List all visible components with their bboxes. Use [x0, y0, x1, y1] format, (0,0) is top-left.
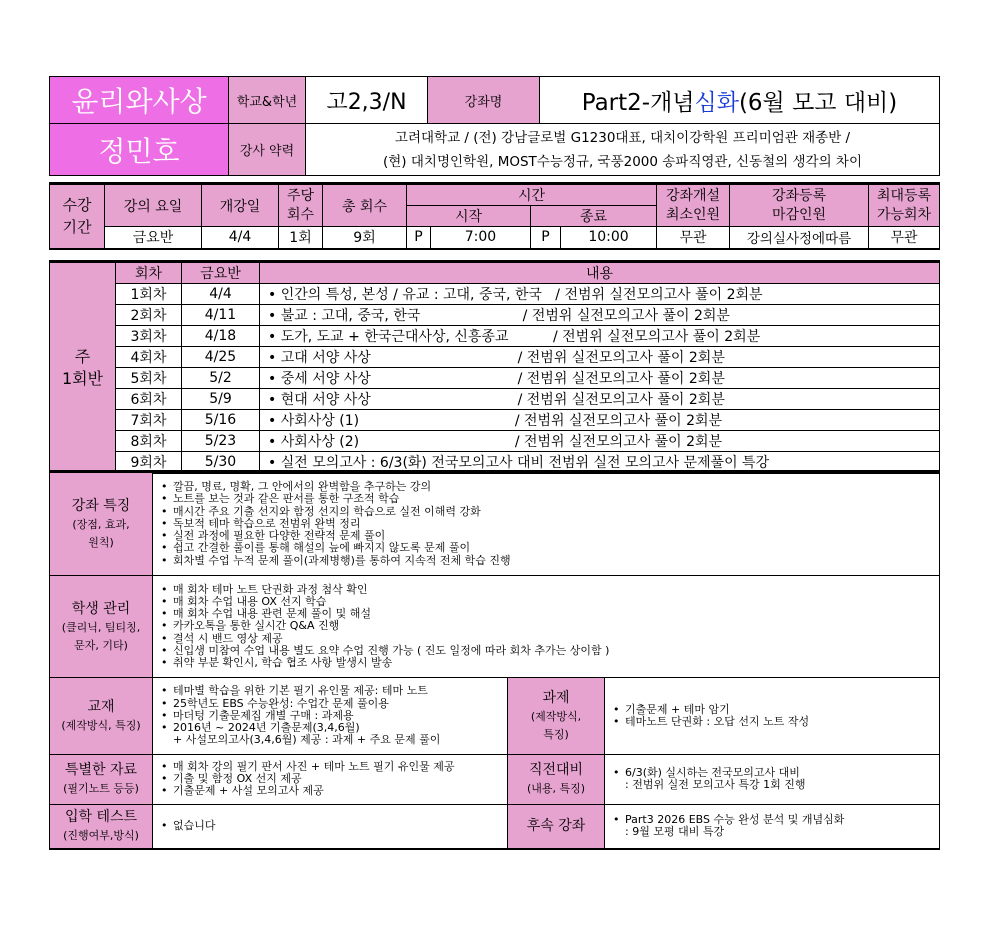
session-cell: 9회차	[116, 452, 182, 474]
list-item: • 취약 부분 확인시, 학습 협조 사항 발생시 발송	[161, 657, 931, 669]
list-item: • 매 회차 강의 필기 판서 사진 + 테마 노트 필기 유인물 제공	[161, 761, 499, 773]
table-row	[50, 284, 940, 305]
textbook-label-cell	[50, 678, 153, 755]
table-row	[50, 368, 940, 389]
special-label-cell	[50, 755, 153, 805]
session-cell: 1회차	[116, 284, 182, 305]
homework-label-cell	[508, 678, 605, 755]
start-time: 7:00	[431, 227, 531, 249]
course-suffix: (6월 모고 대비)	[738, 89, 898, 116]
min-students-header: 강좌개설 최소인원	[657, 184, 730, 227]
end-time: 10:00	[561, 227, 657, 249]
course-title	[540, 77, 940, 124]
period-label: 수강 기간	[50, 184, 105, 249]
management-list	[161, 584, 931, 669]
session-cell: 4회차	[116, 347, 182, 368]
career-label: 강사 약력	[229, 124, 306, 176]
homework-sublabel: (제작방식, 특징)	[530, 710, 582, 741]
homework-label: 과제	[542, 690, 570, 706]
content-cell: • 사회사상 (1) / 전범위 실전모의고사 풀이 2회분	[260, 410, 940, 431]
list-item-continued: : 전범위 실전 모의고사 특강 1회 진행	[625, 778, 806, 792]
management-label-cell	[50, 576, 153, 678]
list-item: • 쉽고 간결한 풀이를 통해 해설의 늪에 빠지지 않도록 문제 풀이	[161, 542, 931, 554]
list-item: • Part3 2026 EBS 수능 완성 분석 및 개념심화	[613, 814, 931, 826]
list-item: • 결석 시 밴드 영상 제공	[161, 633, 931, 645]
followup-label-cell	[508, 804, 605, 849]
day-header: 강의 요일	[105, 184, 202, 227]
entrance-sublabel: (진행여부,방식)	[63, 829, 139, 843]
career-line-2: (현) 대치명인학원, MOST수능정규, 국풍2000 송파직영관, 신동철의 생각의 차이	[383, 153, 862, 170]
features-list-cell	[153, 472, 940, 576]
session-cell: 7회차	[116, 410, 182, 431]
table-row	[50, 389, 940, 410]
career-text	[306, 124, 940, 176]
content-cell: • 실전 모의고사 : 6/3(화) 전국모의고사 대비 전범위 실전 모의고사 문제풀이 특강	[260, 452, 940, 474]
course-label: 강좌명	[428, 77, 540, 124]
weekly-plan-table	[49, 260, 940, 474]
textbook-list	[161, 685, 499, 746]
total-value: 9회	[323, 227, 407, 249]
content-cell: • 고대 서양 사상 / 전범위 실전모의고사 풀이 2회분	[260, 347, 940, 368]
date-cell: 5/16	[182, 410, 260, 431]
teacher-name: 정민호	[50, 124, 229, 176]
special-list-cell	[153, 755, 508, 805]
entrance-label-cell	[50, 804, 153, 849]
list-item: • 카카오톡을 통한 실시간 Q&A 진행	[161, 620, 931, 632]
weekly-header: 주당 회수	[279, 184, 323, 227]
content-cell: • 사회사상 (2) / 전범위 실전모의고사 풀이 2회분	[260, 431, 940, 452]
followup-list	[613, 814, 931, 838]
features-label: 강좌 특징	[71, 498, 131, 514]
list-item: • 마더텅 기출문제집 개별 구매 : 과제용	[161, 710, 499, 722]
prep-list	[613, 767, 931, 791]
list-item: • 없습니다	[161, 820, 499, 832]
list-item: • 독보적 테마 학습으로 전범위 완벽 정리	[161, 518, 931, 530]
list-item: • 테마별 학습을 위한 기본 필기 유인물 제공: 테마 노트	[161, 685, 499, 697]
list-item: • 25학년도 EBS 수능완성: 수업간 문제 풀이용	[161, 698, 499, 710]
table-row	[50, 410, 940, 431]
list-item: • 매 회차 테마 노트 단권화 과정 첨삭 확인	[161, 584, 931, 596]
session-cell: 2회차	[116, 305, 182, 326]
total-header: 총 회수	[323, 184, 407, 227]
list-item: • 기출문제 + 사설 모의고사 제공	[161, 785, 499, 797]
subject-title: 윤리와사상	[50, 77, 229, 124]
course-prefix: Part2-개념	[581, 89, 695, 116]
max-sessions-value: 무관	[869, 227, 940, 249]
list-item: • 노트를 보는 것과 같은 판서를 통한 구조적 학습	[161, 493, 931, 505]
table-row	[50, 305, 940, 326]
date-header: 금요반	[182, 262, 260, 284]
prep-sublabel: (내용, 특징)	[526, 782, 586, 796]
date-cell: 5/2	[182, 368, 260, 389]
list-item: • 매 회차 수업 내용 관련 문제 풀이 및 해설	[161, 608, 931, 620]
prep-list-cell	[605, 755, 940, 805]
date-cell: 5/23	[182, 431, 260, 452]
entrance-list-cell	[153, 804, 508, 849]
management-list-cell	[153, 576, 940, 678]
textbook-list-cell	[153, 678, 508, 755]
session-cell: 8회차	[116, 431, 182, 452]
list-item: • 2016년 ~ 2024년 기출문제(3,4,6월)	[161, 722, 499, 734]
list-item-continued: + 사설모의고사(3,4,6월) 제공 : 과제 + 주요 문제 풀이	[173, 733, 441, 747]
special-sublabel: (필기노트 등등)	[63, 782, 139, 796]
content-header: 내용	[260, 262, 940, 284]
grade-label: 학교&학년	[229, 77, 306, 124]
table-row	[50, 431, 940, 452]
weekly-value: 1회	[279, 227, 323, 249]
prep-label: 직전대비	[528, 762, 584, 779]
features-list	[161, 481, 931, 566]
max-sessions-header: 최대등록 가능회차	[869, 184, 940, 227]
list-item: • 6/3(화) 실시하는 전국모의고사 대비	[613, 767, 931, 779]
time-start-header: 시작	[407, 206, 531, 227]
course-highlight: 심화	[694, 89, 739, 116]
weekly-side-label: 주 1회반	[50, 262, 116, 474]
grade-value: 고2,3/N	[306, 77, 428, 124]
date-cell: 4/4	[182, 284, 260, 305]
course-details-table	[49, 470, 940, 850]
textbook-label: 교재	[87, 699, 115, 715]
start-date-header: 개강일	[202, 184, 279, 227]
session-cell: 6회차	[116, 389, 182, 410]
followup-label: 후속 강좌	[526, 818, 586, 835]
features-sublabel: (장점, 효과, 원칙)	[72, 518, 130, 549]
list-item: • 테마노트 단권화 : 오답 선지 노트 작성	[613, 716, 931, 728]
session-cell: 3회차	[116, 326, 182, 347]
day-value: 금요반	[105, 227, 202, 249]
date-cell: 4/25	[182, 347, 260, 368]
date-cell: 5/9	[182, 389, 260, 410]
content-cell: • 인간의 특성, 본성 / 유교 : 고대, 중국, 한국 / 전범위 실전모의고사 풀이 2회분	[260, 284, 940, 305]
list-item-continued: : 9월 모평 대비 특강	[625, 825, 725, 839]
deadline-header: 강좌등록 마감인원	[730, 184, 869, 227]
session-cell: 5회차	[116, 368, 182, 389]
followup-list-cell	[605, 804, 940, 849]
career-line-1: 고려대학교 / (전) 강남글로벌 G1230대표, 대치이강학원 프리미엄관 재종반 /	[394, 129, 851, 146]
date-cell: 5/30	[182, 452, 260, 474]
list-item: • 실전 과정에 필요한 다양한 전략적 문제 풀이	[161, 530, 931, 542]
management-label: 학생 관리	[71, 600, 131, 617]
management-sublabel: (클리닉, 팀티칭, 문자, 기타)	[61, 620, 141, 652]
session-header: 회차	[116, 262, 182, 284]
list-item: • 매 회차 수업 내용 OX 선지 학습	[161, 596, 931, 608]
table-row	[50, 347, 940, 368]
list-item: • 매시간 주요 기출 선지와 함정 선지의 학습으로 실전 이해력 강화	[161, 506, 931, 518]
list-item: • 신입생 미참여 수업 내용 별도 요약 수업 진행 가능 ( 진도 일정에 따라 회차 추가는 상이함 )	[161, 645, 931, 657]
start-date-value: 4/4	[202, 227, 279, 249]
homework-list	[613, 704, 931, 728]
entrance-list	[161, 820, 499, 832]
content-cell: • 중세 서양 사상 / 전범위 실전모의고사 풀이 2회분	[260, 368, 940, 389]
list-item: • 깔끔, 명료, 명확, 그 안에서의 완벽함을 추구하는 강의	[161, 481, 931, 493]
start-ampm: P	[407, 227, 431, 249]
end-ampm: P	[531, 227, 561, 249]
features-label-cell	[50, 472, 153, 576]
content-cell: • 도가, 도교 + 한국근대사상, 신흥종교 / 전범위 실전모의고사 풀이 2회분	[260, 326, 940, 347]
special-list	[161, 761, 499, 798]
table-row	[50, 326, 940, 347]
list-item: • 회차별 수업 누적 문제 풀이(과제병행)를 통하여 지속적 전체 학습 진행	[161, 555, 931, 567]
min-students-value: 무관	[657, 227, 730, 249]
schedule-table	[49, 182, 940, 250]
time-header: 시간	[407, 184, 657, 206]
header-table	[49, 76, 940, 176]
content-cell: • 현대 서양 사상 / 전범위 실전모의고사 풀이 2회분	[260, 389, 940, 410]
deadline-value: 강의실사정에따름	[730, 227, 869, 249]
content-cell: • 불교 : 고대, 중국, 한국 / 전범위 실전모의고사 풀이 2회분	[260, 305, 940, 326]
homework-list-cell	[605, 678, 940, 755]
prep-label-cell	[508, 755, 605, 805]
special-label: 특별한 자료	[64, 762, 138, 779]
list-item: • 기출 및 함정 OX 선지 제공	[161, 773, 499, 785]
date-cell: 4/18	[182, 326, 260, 347]
entrance-label: 입학 테스트	[64, 809, 138, 826]
date-cell: 4/11	[182, 305, 260, 326]
textbook-sublabel: (제작방식, 특징)	[61, 719, 141, 732]
list-item: • 기출문제 + 테마 암기	[613, 704, 931, 716]
time-end-header: 종료	[531, 206, 657, 227]
